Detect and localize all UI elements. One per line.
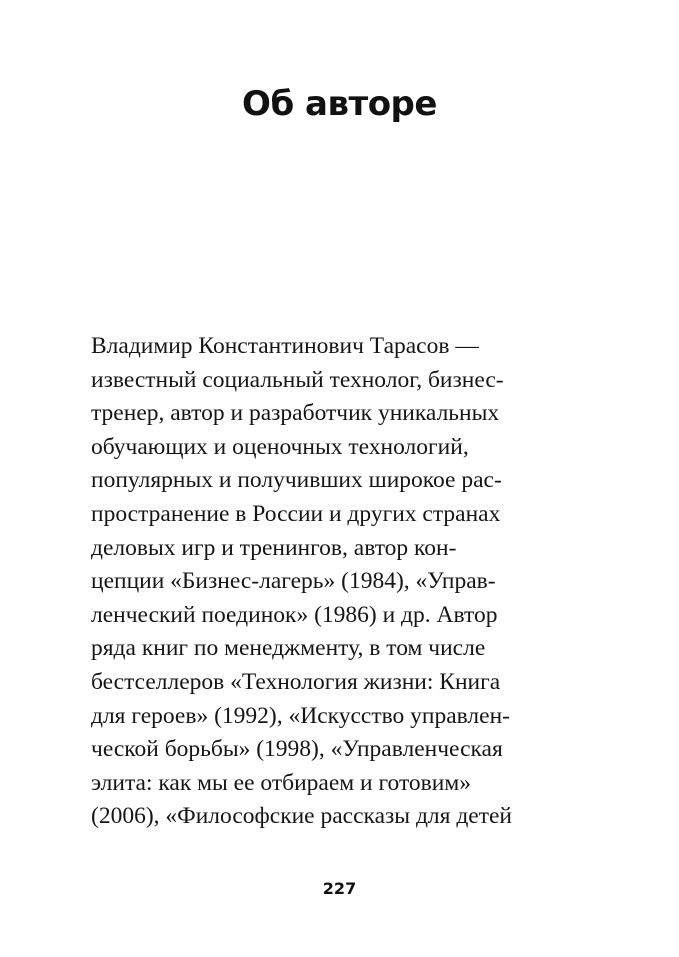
text-line: популярных и получивших широкое рас-	[91, 467, 502, 494]
text-line: ческой борьбы» (1998), «Управленческая	[91, 736, 503, 763]
text-line: тренер, автор и разработчик уникальных	[91, 400, 500, 427]
body-paragraph	[91, 330, 591, 834]
text-line: ленческий поединок» (1986) и др. Автор	[91, 601, 498, 628]
text-line: (2006), «Философские рассказы для детей	[91, 803, 513, 830]
text-line: ряда книг по менеджменту, в том числе	[91, 635, 486, 662]
text-line: пространение в России и других странах	[91, 500, 501, 527]
text-line: известный социальный технолог, бизнес-	[91, 366, 504, 393]
text-line: бестселлеров «Технология жизни: Книга	[91, 668, 501, 695]
text-line: обучающих и оценочных технологий,	[91, 433, 469, 460]
text-line: Владимир Константинович Тарасов —	[91, 333, 479, 359]
text-line: деловых игр и тренингов, автор кон-	[91, 534, 457, 561]
chapter-title: Об авторе	[242, 84, 437, 124]
text-line: элита: как мы ее отбираем и готовим»	[91, 769, 471, 796]
text-line: для героев» (1992), «Искусство управлен-	[91, 702, 510, 729]
page-number: 227	[322, 879, 357, 898]
text-line: цепции «Бизнес-лагерь» (1984), «Управ-	[91, 568, 496, 595]
